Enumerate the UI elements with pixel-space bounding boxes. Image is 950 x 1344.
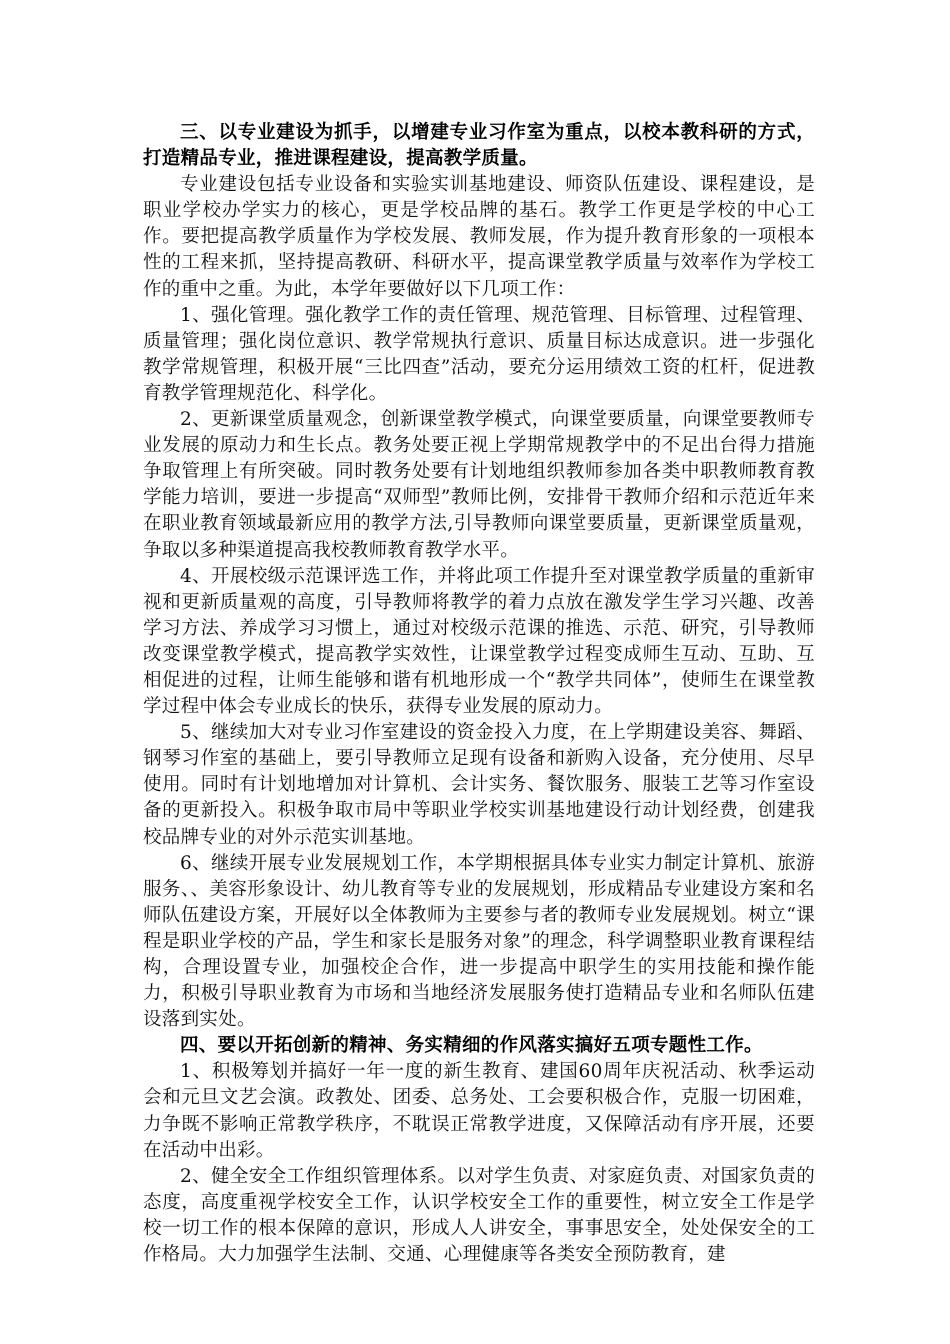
body-paragraph-intro: 专业建设包括专业设备和实验实训基地建设、师资队伍建设、课程建设，是职业学校办学实力的核心，更是学校品牌的基石。教学工作更是学校的中心工作。要把提高教学质量作为学校发展、教师发展，作为提升教育形象的一项根本性的工程来抓，坚持提高教研、科研水平，提高课堂教学质量与效率作为学校工作的重中之重。为此，本学年要做好以下几项工作：: [143, 174, 815, 300]
section-heading-4: 四、要以开拓创新的精神、务实精细的作风落实搞好五项专题性工作。: [180, 1035, 763, 1057]
body-paragraph-item-4: 4、开展校级示范课评选工作，并将此项工作提升至对课堂教学质量的重新审视和更新质量观的高度，引导教师将教学的着力点放在激发学生学习兴趣、改善学习方法、养成学习习惯上，通过对校级示范课的推选、示范、研究，引导教师改变课堂教学模式，提高教学实效性，让课堂教学过程变成师生互动、互助、互相促进的过程，让师生能够和谐有机地形成一个“教学共同体”，使师生在课堂教学过程中体会专业成长的快乐，获得专业发展的原动力。: [143, 565, 815, 718]
document-page: [143, 120, 815, 1268]
body-paragraph-item-1: 1、强化管理。强化教学工作的责任管理、规范管理、目标管理、过程管理、质量管理；强化岗位意识、教学常规执行意识、质量目标达成意识。进一步强化教学常规管理，积极开展“三比四查”活动，要充分运用绩效工资的杠杆，促进教育教学管理规范化、科学化。: [143, 304, 815, 404]
body-paragraph-item-5: 5、继续加大对专业习作室建设的资金投入力度，在上学期建设美容、舞蹈、钢琴习作室的基础上，要引导教师立足现有设备和新购入设备，充分使用、尽早使用。同时有计划地增加对计算机、会计实务、餐饮服务、服装工艺等习作室设备的更新投入。积极争取市局中等职业学校实训基地建设行动计划经费，创建我校品牌专业的对外示范实训基地。: [143, 722, 815, 848]
body-paragraph-item-2: 2、更新课堂质量观念，创新课堂教学模式，向课堂要质量，向课堂要教师专业发展的原动力和生长点。教务处要正视上学期常规教学中的不足出台得力措施争取管理上有所突破。同时教务处要有计划地组织教师参加各类中职教师教育教学能力培训，要进一步提高“双师型”教师比例，安排骨干教师介绍和示范近年来在职业教育领域最新应用的教学方法,引导教师向课堂要质量，更新课堂质量观，争取以多种渠道提高我校教师教育教学水平。: [143, 409, 815, 561]
body-paragraph-item-6: 6、继续开展专业发展规划工作，本学期根据具体专业实力制定计算机、旅游服务、、美容形象设计、幼儿教育等专业的发展规划，形成精品专业建设方案和名师队伍建设方案，开展好以全体教师为主要参与者的教师专业发展规划。树立“课程是职业学校的产品，学生和家长是服务对象”的理念，科学调整职业教育课程结构，合理设置专业，加强校企合作，进一步提高中职学生的实用技能和操作能力，积极引导职业教育为市场和当地经济发展服务使打造精品专业和名师队伍建设落到实处。: [143, 852, 815, 1031]
section-heading-3: 三、以专业建设为抓手，以增建专业习作室为重点，以校本教科研的方式，打造精品专业，推进课程建设，提高教学质量。: [143, 122, 815, 170]
body-paragraph-task-2: 2、健全安全工作组织管理体系。以对学生负责、对家庭负责、对国家负责的态度，高度重视学校安全工作，认识学校安全工作的重要性，树立安全工作是学校一切工作的根本保障的意识，形成人人讲安全，事事思安全，处处保安全的工作格局。大力加强学生法制、交通、心理健康等各类安全预防教育，建: [143, 1165, 815, 1266]
body-paragraph-task-1: 1、积极筹划并搞好一年一度的新生教育、建国60周年庆祝活动、秋季运动会和元旦文艺会演。政教处、团委、总务处、工会要积极合作，克服一切困难，力争既不影响正常教学秩序，不耽误正常教学进度，又保障活动有序开展，还要在活动中出彩。: [143, 1061, 815, 1161]
